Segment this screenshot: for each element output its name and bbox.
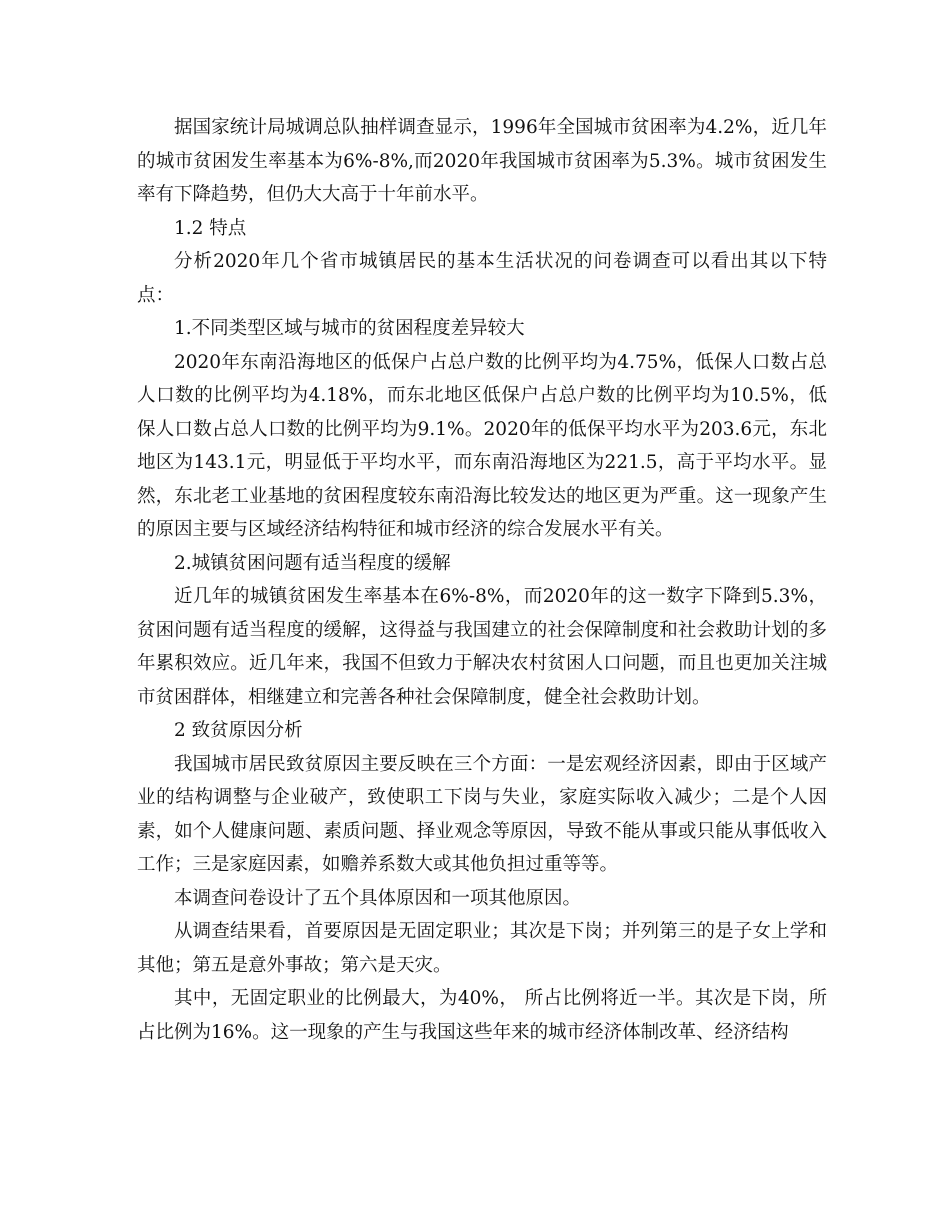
document-page xyxy=(137,0,827,1049)
section-heading-features: 1.2 特点 xyxy=(174,217,247,239)
subheading-poverty-relief: 2.城镇贫困问题有适当程度的缓解 xyxy=(174,552,451,574)
paragraph-poverty-relief: 近几年的城镇贫困发生率基本在6%-8%，而2020年的这一数字下降到5.3%，贫困问题有适当程度的缓解，这得益与我国建立的社会保障制度和社会救助计划的多年累积效应。近几年来，我国不但致力于解决农村贫困人口问题，而且也更加关注城市贫困群体，相继建立和完善各种社会保障制度，健全社会救助计划。 xyxy=(137,586,827,708)
paragraph-survey-intro: 分析2020年几个省市城镇居民的基本生活状况的问卷调查可以看出其以下特点： xyxy=(137,251,827,306)
paragraph-proportions: 其中，无固定职业的比例最大，为40%， 所占比例将近一半。其次是下岗，所占比例为16%。这一现象的产生与我国这些年来的城市经济体制改革、经济结构 xyxy=(137,988,827,1043)
paragraph-regional-data: 2020年东南沿海地区的低保户占总户数的比例平均为4.75%，低保人口数占总人口数的比例平均为4.18%，而东北地区低保户占总户数的比例平均为10.5%，低保人口数占总人口数的比例平均为9.1%。2020年的低保平均水平为203.6元，东北地区为143.1元，明显低于平均水平，而东南沿海地区为221.5，高于平均水平。显然，东北老工业基地的贫困程度较东南沿海比较发达的地区更为严重。这一现象产生的原因主要与区域经济结构特征和城市经济的综合发展水平有关。 xyxy=(137,351,827,540)
subheading-regional-difference: 1.不同类型区域与城市的贫困程度差异较大 xyxy=(174,318,525,339)
paragraph-survey-results: 从调查结果看，首要原因是无固定职业；其次是下岗；并列第三的是子女上学和其他；第五是意外事故；第六是天灾。 xyxy=(137,921,827,976)
paragraph-poverty-rate: 据国家统计局城调总队抽样调查显示，1996年全国城市贫困率为4.2%，近几年的城市贫困发生率基本为6%-8%,而2020年我国城市贫困率为5.3%。城市贫困发生率有下降趋势，但仍大大高于十年前水平。 xyxy=(137,117,827,205)
section-heading-causes: 2 致贫原因分析 xyxy=(174,720,303,741)
paragraph-causes: 我国城市居民致贫原因主要反映在三个方面：一是宏观经济因素，即由于区域产业的结构调整与企业破产，致使职工下岗与失业，家庭实际收入减少；二是个人因素，如个人健康问题、素质问题、择业观念等原因，导致不能从事或只能从事低收入工作；三是家庭因素，如赡养系数大或其他负担过重等等。 xyxy=(137,753,827,875)
paragraph-questionnaire: 本调查问卷设计了五个具体原因和一项其他原因。 xyxy=(174,887,582,909)
